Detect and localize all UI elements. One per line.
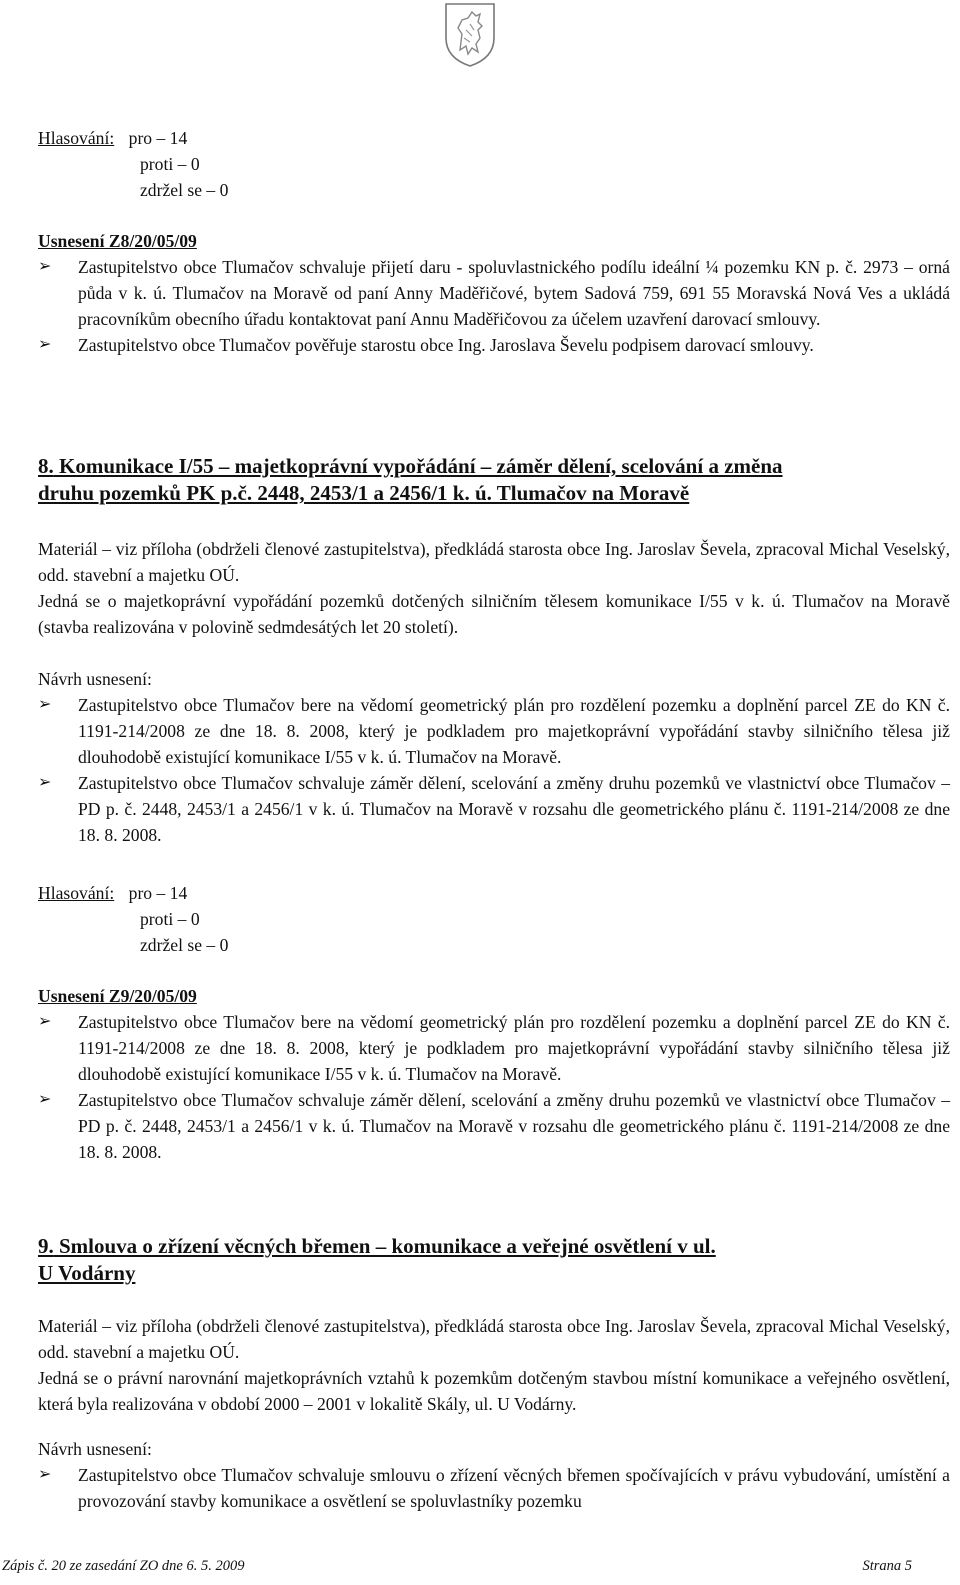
material-paragraph: Materiál – viz příloha (obdrželi členové zastupitelstva), předkládá starosta obce Ing. Jaroslav Ševela, zpracoval Michal Veselský, odd. stavební a majetku OÚ. — [38, 1316, 950, 1362]
vote-abstain: zdržel se – 0 — [140, 935, 229, 955]
proposal-list — [38, 1462, 950, 1514]
proposal-list — [38, 692, 950, 848]
list-item: ➢ Zastupitelstvo obce Tlumačov schvaluje smlouvu o zřízení věcných břemen spočívajících v právu vybudování, umístění a provozování stavby komunikace a osvětlení se spoluvlastníky pozemku — [38, 1462, 950, 1514]
footer-left: Zápis č. 20 ze zasedání ZO dne 6. 5. 2009 — [2, 1558, 245, 1574]
vote-label: Hlasování: — [38, 883, 115, 903]
section-number: 8. — [38, 454, 54, 478]
arrow-bullet-icon: ➢ — [38, 1091, 52, 1108]
list-item: ➢ Zastupitelstvo obce Tlumačov schvaluje záměr dělení, scelování a změny druhu pozemků ve vlastnictví obce Tlumačov – PD p. č. 2448, 2453/1 a 2456/1 v k. ú. Tlumačov na Moravě v rozsahu dle geometrického plánu č. 1191-214/2008 ze dne 18. 8. 2008. — [38, 770, 950, 848]
proposal-label: Návrh usnesení: — [38, 669, 152, 689]
list-item: ➢ Zastupitelstvo obce Tlumačov schvaluje přijetí daru - spoluvlastnického podílu ideální ¼ pozemku KN p. č. 2973 – orná půda v k. ú. Tlumačov na Moravě od paní Anny Maděřičové, bytem Sadová 759, 691 55 Moravská Nová Ves a ukládá pracovníkům obecního úřadu kontaktovat paní Annu Maděřičovou za účelem uzavření darovací smlouvy. — [38, 254, 950, 332]
resolution-title: Usnesení Z8/20/05/09 — [38, 231, 197, 251]
section-title-line1: Smlouva o zřízení věcných břemen – komunikace a veřejné osvětlení v ul. — [59, 1234, 716, 1258]
material-paragraph: Materiál – viz příloha (obdrželi členové zastupitelstva), předkládá starosta obce Ing. Jaroslav Ševela, zpracoval Michal Veselský, odd. stavební a majetku OÚ. — [38, 539, 950, 585]
arrow-bullet-icon: ➢ — [38, 1466, 52, 1483]
resolution-title: Usnesení Z9/20/05/09 — [38, 986, 197, 1006]
section-title-line1: Komunikace I/55 – majetkoprávní vypořádání – záměr dělení, scelování a změna — [59, 454, 783, 478]
arrow-bullet-icon: ➢ — [38, 696, 52, 713]
lion-crest-icon — [442, 0, 498, 68]
arrow-bullet-icon: ➢ — [38, 1013, 52, 1030]
vote-against: proti – 0 — [140, 909, 200, 929]
proposal-label: Návrh usnesení: — [38, 1439, 152, 1459]
list-item: ➢ Zastupitelstvo obce Tlumačov bere na vědomí geometrický plán pro rozdělení pozemku a doplnění parcel ZE do KN č. 1191-214/2008 ze dne 18. 8. 2008, který je podkladem pro majetkoprávní vypořádání stavby silničního tělesa již dlouhodobě existující komunikace I/55 v k. ú. Tlumačov na Moravě. — [38, 1009, 950, 1087]
section-heading-8 — [38, 453, 783, 480]
vote-abstain: zdržel se – 0 — [140, 180, 229, 200]
vote-against: proti – 0 — [140, 154, 200, 174]
vote-block-1 — [38, 125, 187, 151]
description-paragraph: Jedná se o právní narovnání majetkoprávních vztahů k pozemkům dotčeným stavbou místní komunikace a veřejného osvětlení, která byla realizována v období 2000 – 2001 v lokalitě Skály, ul. U Vodárny. — [38, 1368, 950, 1414]
description-paragraph: Jedná se o majetkoprávní vypořádání pozemků dotčených silničním tělesem komunikace I/55 v k. ú. Tlumačov na Moravě (stavba realizována v polovině sedmdesátých let 20 století). — [38, 591, 950, 637]
vote-for: pro – 14 — [128, 883, 188, 903]
resolution-list — [38, 1009, 950, 1165]
arrow-bullet-icon: ➢ — [38, 258, 52, 275]
list-item: ➢ Zastupitelstvo obce Tlumačov schvaluje záměr dělení, scelování a změny druhu pozemků ve vlastnictví obce Tlumačov – PD p. č. 2448, 2453/1 a 2456/1 v k. ú. Tlumačov na Moravě v rozsahu dle geometrického plánu č. 1191-214/2008 ze dne 18. 8. 2008. — [38, 1087, 950, 1165]
resolution-list — [38, 254, 950, 358]
arrow-bullet-icon: ➢ — [38, 336, 52, 353]
list-item: ➢ Zastupitelstvo obce Tlumačov bere na vědomí geometrický plán pro rozdělení pozemku a doplnění parcel ZE do KN č. 1191-214/2008 ze dne 18. 8. 2008, který je podkladem pro majetkoprávní vypořádání stavby silničního tělesa již dlouhodobě existující komunikace I/55 v k. ú. Tlumačov na Moravě. — [38, 692, 950, 770]
section-number: 9. — [38, 1234, 54, 1258]
vote-block-2 — [38, 880, 187, 906]
section-heading-9 — [38, 1233, 716, 1260]
vote-label: Hlasování: — [38, 128, 115, 148]
footer-page-number: Strana 5 — [862, 1558, 912, 1574]
list-item: ➢ Zastupitelstvo obce Tlumačov pověřuje starostu obce Ing. Jaroslava Ševelu podpisem darovací smlouvy. — [38, 332, 950, 358]
vote-for: pro – 14 — [128, 128, 188, 148]
section-title-line2: druhu pozemků PK p.č. 2448, 2453/1 a 2456/1 k. ú. Tlumačov na Moravě — [38, 481, 690, 505]
section-title-line2: U Vodárny — [38, 1261, 136, 1285]
arrow-bullet-icon: ➢ — [38, 774, 52, 791]
